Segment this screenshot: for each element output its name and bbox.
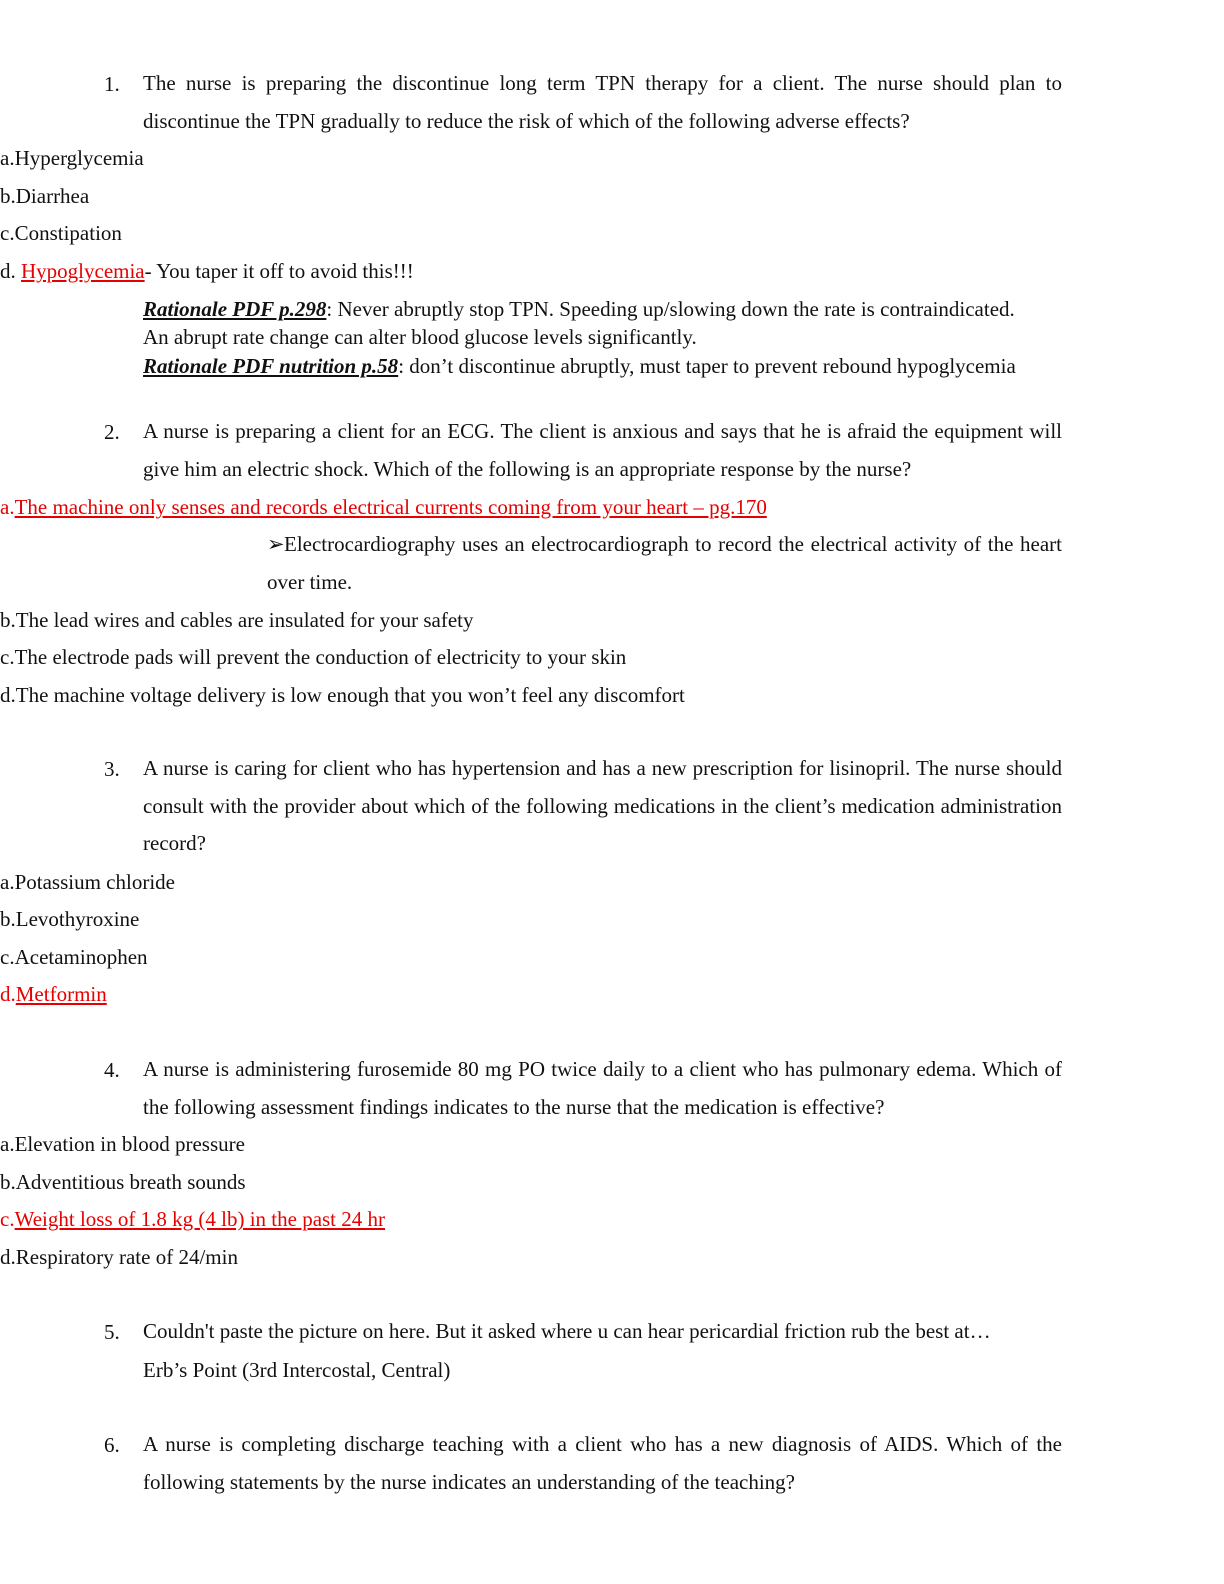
option-a: a.Potassium chloride [0,870,175,894]
option-d: d.Respiratory rate of 24/min [0,1245,238,1269]
answer-explanation: ➢Electrocardiography uses an electrocardiograph to record the electrical activity of the heart over time. [267,526,1062,601]
question-number: 3. [104,757,120,781]
arrow-bullet-icon: ➢ [267,532,285,556]
option-d-answer: d. Hypoglycemia- You taper it off to avoid this!!! [0,259,414,283]
question-text: A nurse is administering furosemide 80 mg PO twice daily to a client who has pulmonary edema. Which of the following assessment findings indicates to the nurse that the medication is effective? [143,1057,1062,1119]
question-number: 4. [104,1058,120,1082]
option-d-answer: d.Metformin [0,982,107,1006]
question-text: The nurse is preparing the discontinue long term TPN therapy for a client. The nurse should plan to discontinue the TPN gradually to reduce the risk of which of the following adverse effects? [143,71,1062,133]
question-text: A nurse is completing discharge teaching with a client who has a new diagnosis of AIDS. Which of the following statements by the nurse indicates an understanding of the teaching? [143,1432,1062,1494]
option-b: b.The lead wires and cables are insulated for your safety [0,608,474,632]
option-c-answer: c.Weight loss of 1.8 kg (4 lb) in the past 24 hr [0,1207,386,1231]
option-c: c.The electrode pads will prevent the conduction of electricity to your skin [0,645,627,669]
option-d: d.The machine voltage delivery is low enough that you won’t feel any discomfort [0,683,685,707]
question-text: A nurse is caring for client who has hypertension and has a new prescription for lisinopril. The nurse should consult with the provider about which of the following medications in the client’s medication administration record? [143,756,1062,855]
option-a: a.Elevation in blood pressure [0,1132,245,1156]
question-text: Couldn't paste the picture on here. But it asked where u can hear pericardial friction rub the best at… [143,1319,991,1343]
question-number: 5. [104,1320,120,1344]
question-text: A nurse is preparing a client for an ECG. The client is anxious and says that he is afraid the equipment will give him an electric shock. Which of the following is an appropriate response by the nurse? [143,419,1062,481]
answer-text: Erb’s Point (3rd Intercostal, Central) [143,1358,451,1382]
option-b: b.Adventitious breath sounds [0,1170,246,1194]
option-a-answer: a.The machine only senses and records electrical currents coming from your heart – pg.170 [0,495,767,519]
rationale-2: Rationale PDF nutrition p.58: don’t discontinue abruptly, must taper to prevent rebound hypoglycemia [143,354,1016,378]
option-b: b.Levothyroxine [0,907,140,931]
question-number: 2. [104,420,120,444]
option-a: a.Hyperglycemia [0,146,144,170]
answer-text: Hypoglycemia [21,259,145,283]
answer-note: - You taper it off to avoid this!!! [144,259,414,283]
question-number: 6. [104,1433,120,1457]
option-c: c.Constipation [0,221,122,245]
rationale-1: Rationale PDF p.298: Never abruptly stop TPN. Speeding up/slowing down the rate is contraindicated. [143,297,1015,321]
option-c: c.Acetaminophen [0,945,148,969]
option-b: b.Diarrhea [0,184,90,208]
question-number: 1. [104,72,120,96]
rationale-1-continued: An abrupt rate change can alter blood glucose levels significantly. [143,325,697,349]
